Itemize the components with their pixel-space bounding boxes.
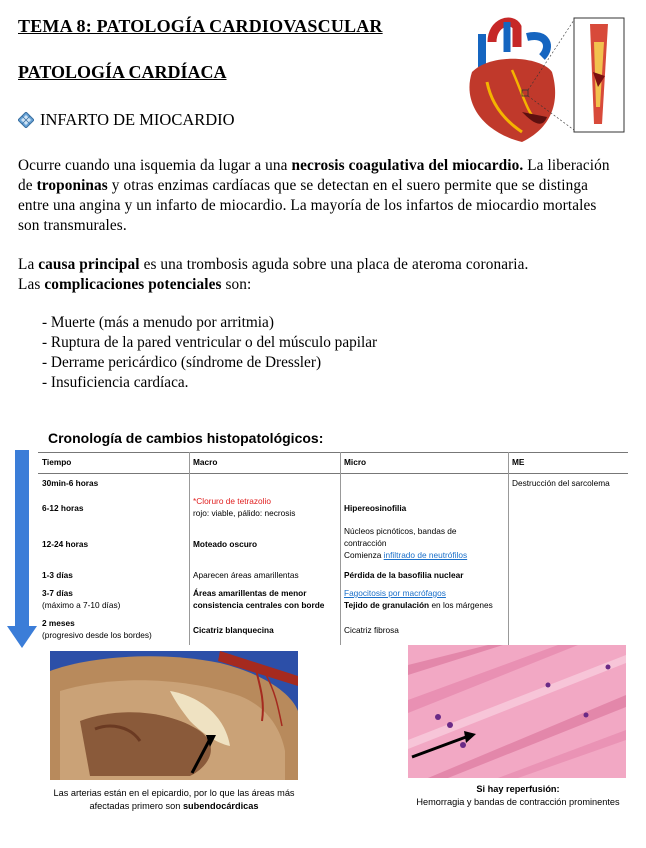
micrograph-caption [400,783,636,809]
table-cell [344,600,493,611]
subsection-heading [18,110,235,130]
down-arrow-icon [6,450,38,650]
text-run: afectadas primero son [89,801,183,811]
text-run: son: [221,276,252,293]
table-cell: Aparecen áreas amarillentas [193,570,299,580]
intro-paragraph [18,156,618,236]
table-cell: (máximo a 7-10 días) [42,600,121,610]
table-cell: 3-7 días [42,588,73,598]
header-cell: ME [512,457,525,467]
section-title: PATOLOGÍA CARDÍACA [18,62,227,82]
table-cell: Núcleos picnóticos, bandas de [344,526,457,536]
table-cell: 1-3 días [42,570,73,580]
column-divider [340,452,341,645]
link-text[interactable]: infiltrado de neutrófilos [383,550,468,560]
table-cell: Cicatriz blanquecina [193,625,274,635]
micrograph-image [408,645,626,778]
header-cell: Macro [193,457,218,467]
bold-text: subendocárdicas [182,801,259,811]
table-cell: consistencia centrales con borde [193,600,325,610]
text-run: Hemorragia y bandas de contracción prominentes [416,797,620,807]
text-run: Las [18,276,45,293]
table-cell: Áreas amarillentas de menor [193,588,307,598]
bold-text: troponinas [36,177,108,194]
text-run: y otras enzimas cardíacas que se detectan en el suero permite que se distinga entre una angina y un infarto de miocardio. La mayoría de los infartos de miocardio mortales son transmurales. [18,177,597,234]
header-cell: Micro [344,457,367,467]
bold-text: Si hay reperfusión: [476,784,560,794]
page-title: TEMA 8: PATOLOGÍA CARDIOVASCULAR [18,16,383,36]
table-cell: Hipereosinofilia [344,503,407,513]
diamond-bullet-icon [18,112,34,128]
table-cell: Moteado oscuro [193,539,258,549]
text-run: en los márgenes [429,600,493,610]
bold-text: causa principal [38,256,140,273]
table-cell: 6-12 horas [42,503,84,513]
table-cell: *Cloruro de tetrazolio [193,496,271,506]
table-cell: 2 meses [42,618,75,628]
specimen-caption [24,787,324,813]
table-cell: (progresivo desde los bordes) [42,630,152,640]
link-text[interactable]: Fagocitosis por macrófagos [344,588,446,598]
table-cell: Destrucción del sarcolema [512,478,610,488]
heart-illustration-icon [452,12,632,147]
table-cell: contracción [344,538,387,548]
bold-text: necrosis coagulativa del miocardio. [291,157,524,174]
list-item: - Muerte (más a menudo por arritmia) [42,314,274,331]
text-run: La [18,256,39,273]
text-run: es una trombosis aguda sobre una placa de ateroma coronaria. [139,256,529,273]
column-divider [508,452,509,645]
text-run: Las arterias están en el epicardio, por lo que las áreas más [53,788,295,798]
list-item: - Insuficiencia cardíaca. [42,374,189,391]
table-cell: Pérdida de la basofilia nuclear [344,570,464,580]
table-cell: rojo: viable, pálido: necrosis [193,508,296,518]
text-run: Comienza [344,550,384,560]
cause-paragraph [18,255,618,295]
list-item: - Derrame pericárdico (síndrome de Dressler) [42,354,322,371]
table-cell: Cicatriz fibrosa [344,625,399,635]
table-title: Cronología de cambios histopatológicos: [48,430,324,446]
header-cell: Tiempo [42,457,72,467]
complications-list [42,313,377,393]
table-header [38,452,628,474]
bold-text: Tejido de granulación [344,600,430,610]
table-cell: 30min-6 horas [42,478,99,488]
bold-text: complicaciones potenciales [44,276,222,293]
table-cell [344,550,467,561]
gross-heart-specimen-image [50,651,298,780]
column-divider [189,452,190,645]
table-cell: 12-24 horas [42,539,89,549]
subsection-label: INFARTO DE MIOCARDIO [40,110,235,129]
list-item: - Ruptura de la pared ventricular o del músculo papilar [42,334,378,351]
text-run: Ocurre cuando una isquemia da lugar a una [18,157,292,174]
text-run: La liberación de [18,157,610,194]
